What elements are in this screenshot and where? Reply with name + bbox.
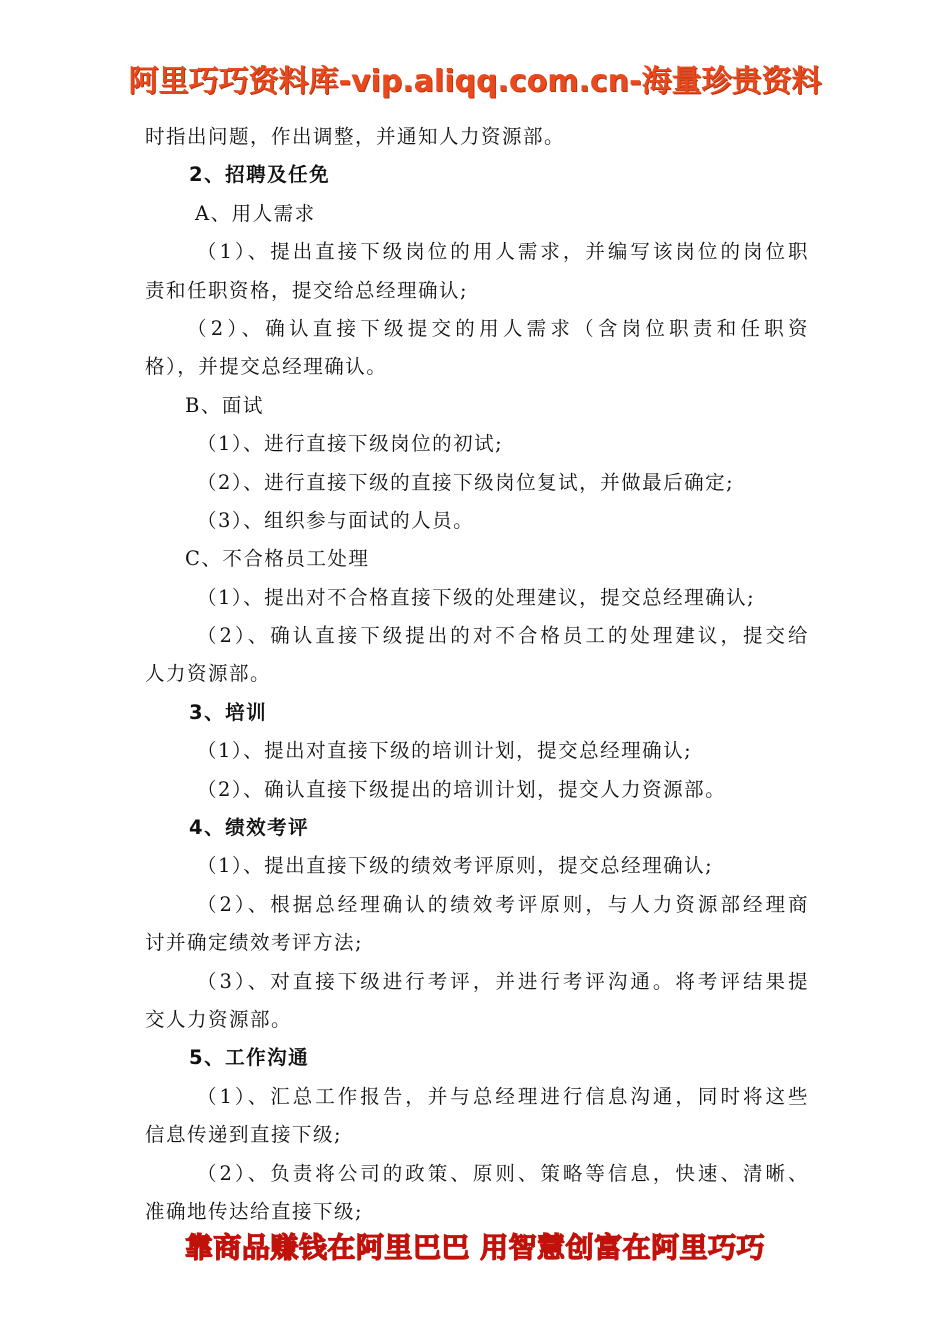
list-item: （1）、提出对不合格直接下级的处理建议，提交总经理确认;	[197, 585, 756, 609]
paragraph-line: 时指出问题，作出调整，并通知人力资源部。	[145, 125, 566, 148]
header-banner: 阿里巧巧资料库-vip.aliqq.com.cn-海量珍贵资料	[128, 64, 822, 99]
subsection-heading-interview: B、面试	[185, 393, 264, 417]
list-item: （1）、提出直接下级的绩效考评原则，提交总经理确认;	[197, 854, 714, 878]
list-item: （3）、对直接下级进行考评，并进行考评沟通。将考评结果提	[197, 969, 809, 993]
subsection-heading-staffing-needs: A、用人需求	[195, 201, 316, 225]
paragraph-line: 人力资源部。	[145, 662, 272, 686]
paragraph-line: 准确地传达给直接下级;	[145, 1199, 364, 1223]
list-item: （2）、确认直接下级提交的用人需求（含岗位职责和任职资	[187, 316, 809, 340]
section-heading-training: 3、培训	[189, 700, 268, 724]
list-item: （3）、组织参与面试的人员。	[197, 508, 475, 532]
list-item: （1）、提出直接下级岗位的用人需求，并编写该岗位的岗位职	[197, 240, 809, 264]
section-heading-performance: 4、绩效考评	[189, 816, 310, 840]
section-heading-recruitment: 2、招聘及任免	[189, 163, 331, 187]
list-item: （1）、进行直接下级岗位的初试;	[197, 432, 504, 456]
list-item: （2）、确认直接下级提出的培训计划，提交人力资源部。	[197, 777, 727, 801]
list-item: （2）、确认直接下级提出的对不合格员工的处理建议，提交给	[197, 624, 809, 648]
list-item: （1）、提出对直接下级的培训计划，提交总经理确认;	[197, 739, 693, 763]
footer-banner: 靠商品赚钱在阿里巴巴 用智慧创富在阿里巧巧	[184, 1231, 766, 1264]
paragraph-line: 交人力资源部。	[145, 1007, 293, 1031]
list-item: （1）、汇总工作报告，并与总经理进行信息沟通，同时将这些	[197, 1084, 809, 1108]
paragraph-line: 讨并确定绩效考评方法;	[145, 931, 364, 955]
subsection-heading-unqualified-staff: C、不合格员工处理	[185, 547, 370, 571]
list-item: （2）、根据总经理确认的绩效考评原则，与人力资源部经理商	[197, 892, 809, 916]
section-heading-communication: 5、工作沟通	[189, 1046, 310, 1070]
list-item: （2）、负责将公司的政策、原则、策略等信息，快速、清晰、	[197, 1161, 809, 1185]
document-body	[145, 118, 809, 1231]
paragraph-line: 责和任职资格，提交给总经理确认;	[145, 278, 469, 302]
paragraph-line: 格），并提交总经理确认。	[145, 355, 388, 379]
paragraph-line: 信息传递到直接下级;	[145, 1123, 343, 1147]
list-item: （2）、进行直接下级的直接下级岗位复试，并做最后确定;	[197, 470, 735, 494]
